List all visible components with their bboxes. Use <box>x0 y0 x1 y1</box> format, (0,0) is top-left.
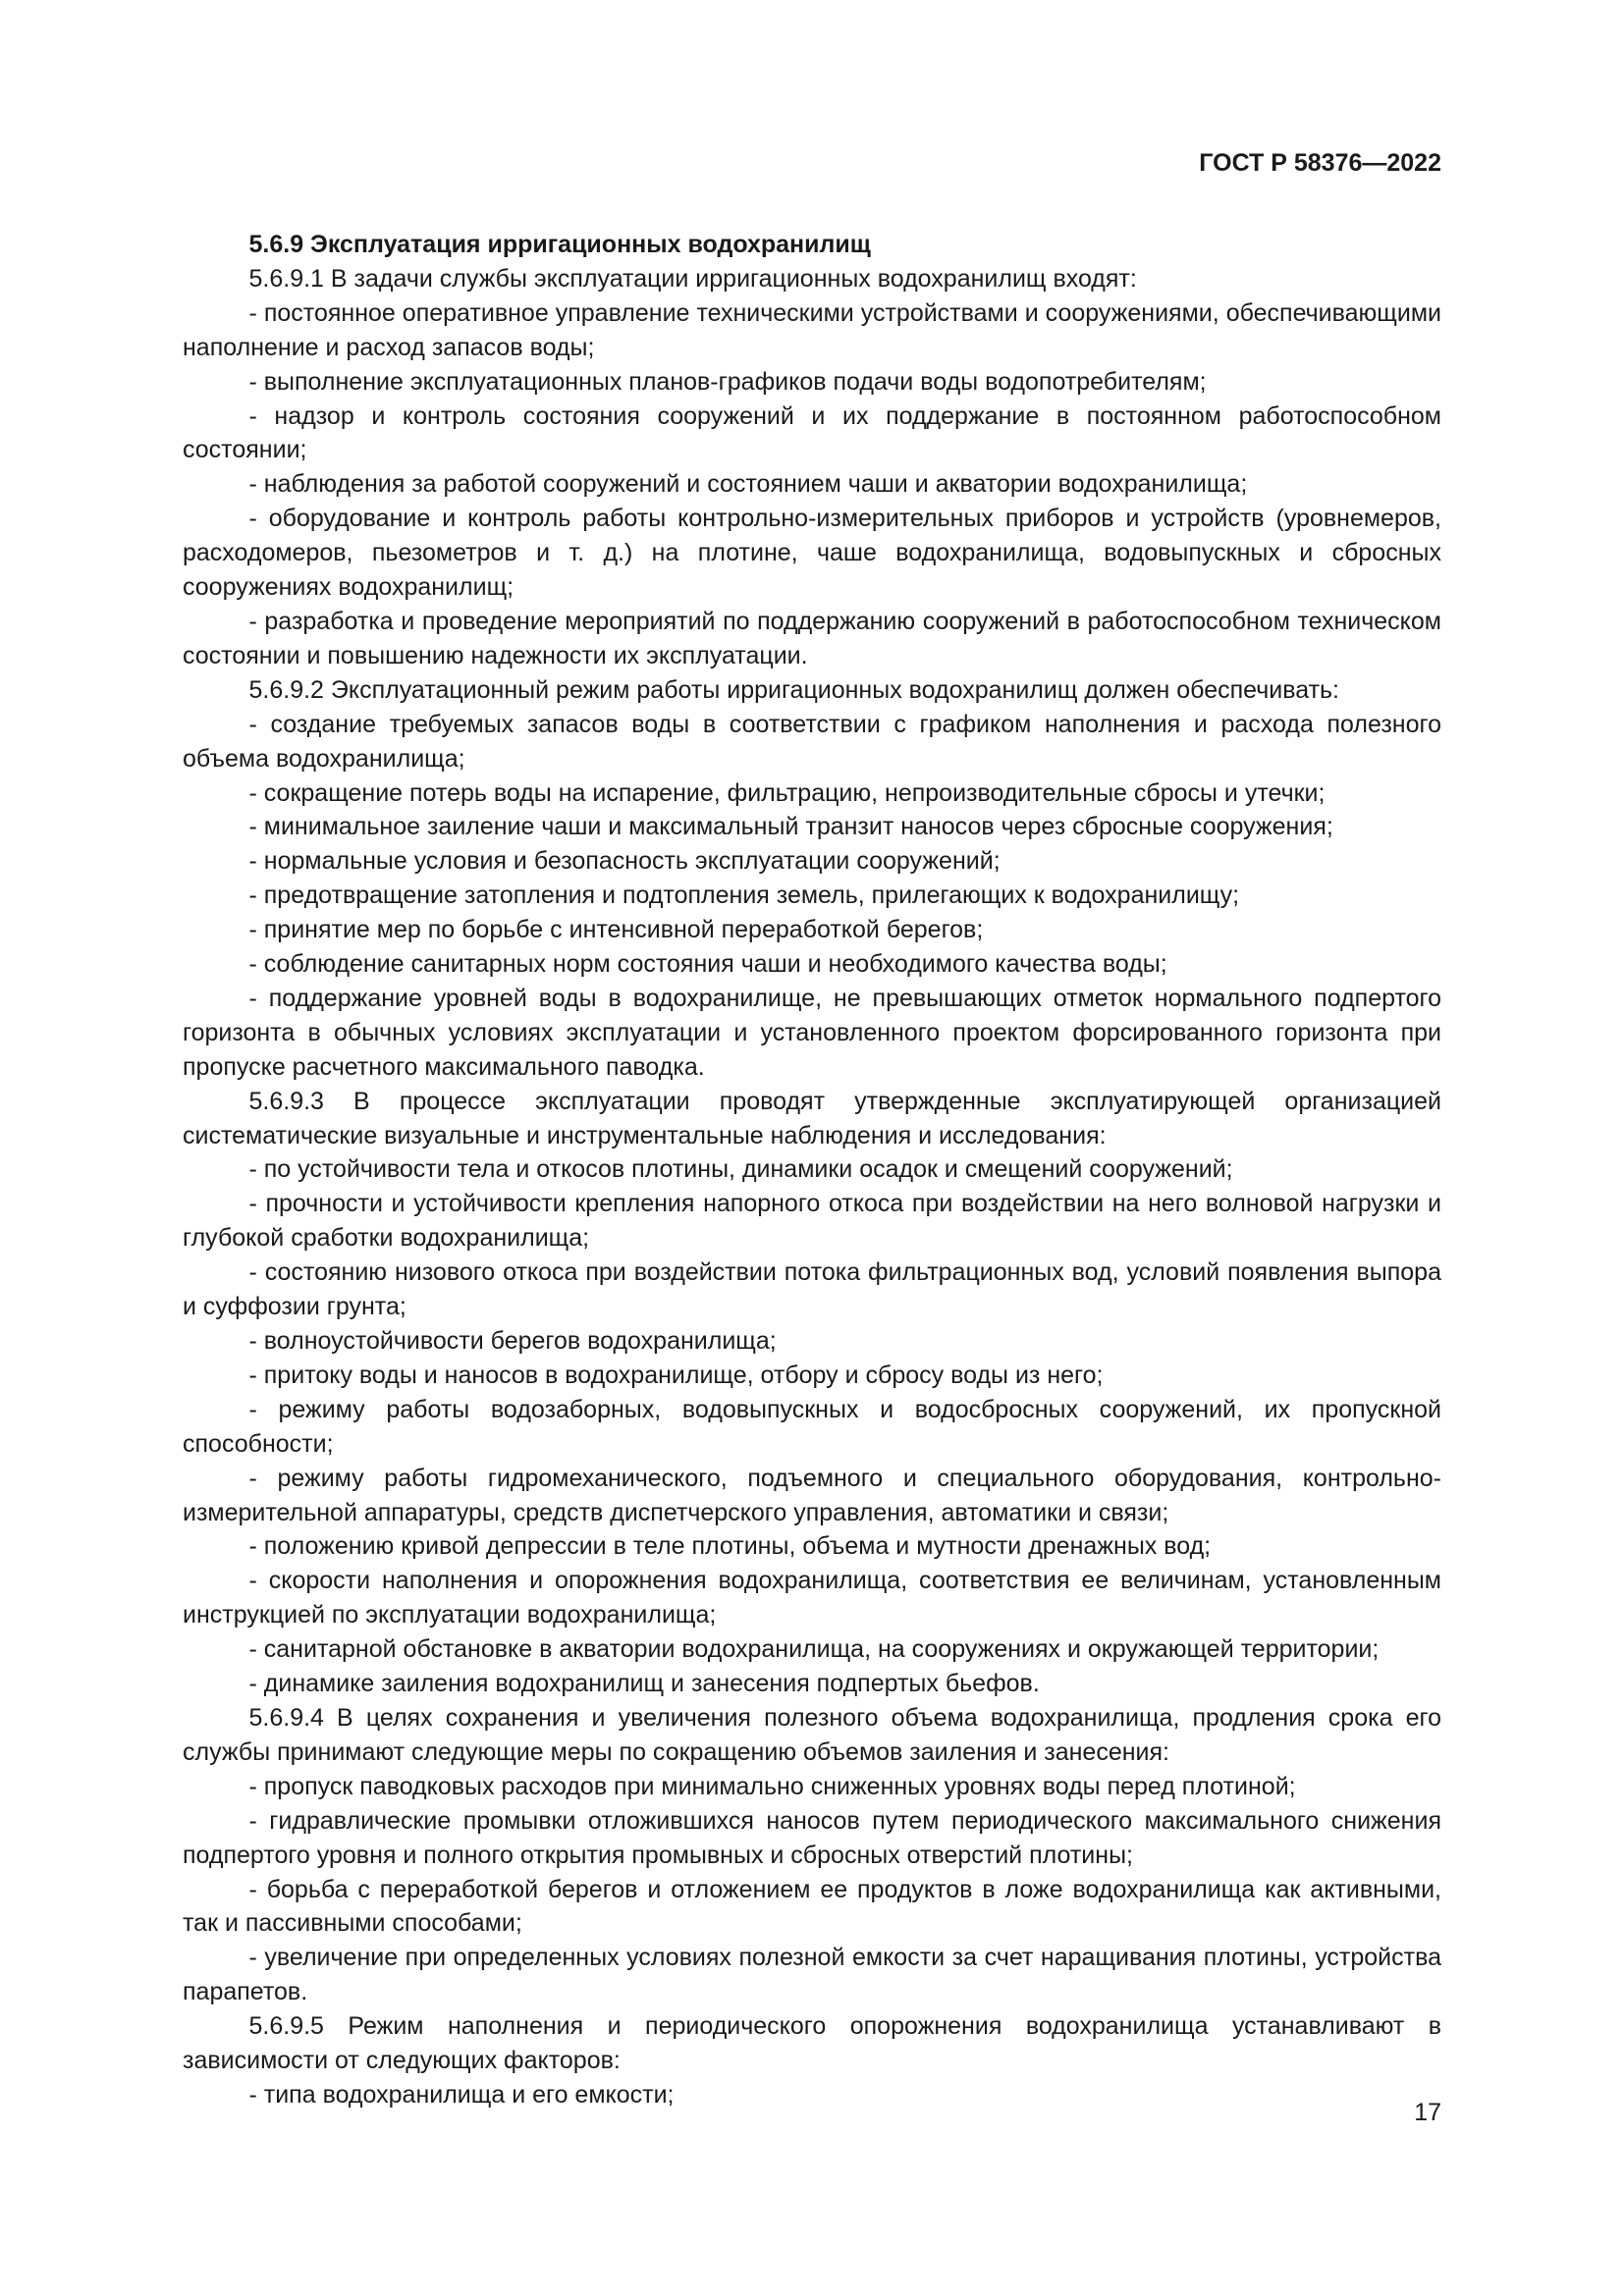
list-item: - выполнение эксплуатационных планов-графиков подачи воды водопотребителям; <box>248 367 1207 396</box>
list-item: - минимальное заиление чаши и максимальный транзит наносов через сбросные сооружения; <box>248 813 1333 841</box>
list-item: - санитарной обстановке в акватории водохранилища, на сооружениях и окружающей территории; <box>248 1635 1380 1664</box>
clause-paragraph: 5.6.9.2 Эксплуатационный режим работы ирригационных водохранилищ должен обеспечивать: <box>248 675 1339 704</box>
list-item: - соблюдение санитарных норм состояния чаши и необходимого качества воды; <box>248 950 1167 979</box>
document-code-header: ГОСТ Р 58376—2022 <box>1199 149 1441 177</box>
list-item: - поддержание уровней воды в водохранилище, не превышающих отметок нормального подпертого горизонта в обычных условиях эксплуатации и установленного проектом форсированного горизонта при пропуске расчетного максимального паводка. <box>183 984 1441 1081</box>
list-item: - волноустойчивости берегов водохранилища; <box>248 1327 777 1355</box>
section-heading: 5.6.9 Эксплуатация ирригационных водохранилищ <box>248 231 871 258</box>
list-item: - борьба с переработкой берегов и отложением ее продуктов в ложе водохранилища как активными, так и пассивными способами; <box>183 1875 1441 1938</box>
list-item: - по устойчивости тела и откосов плотины, динамики осадок и смещений сооружений; <box>248 1155 1233 1184</box>
list-item: - увеличение при определенных условиях полезной емкости за счет наращивания плотины, устройства парапетов. <box>183 1944 1441 2006</box>
list-item: - режиму работы гидромеханического, подъемного и специального оборудования, контрольно-измерительной аппаратуры, средств диспетчерского управления, автоматики и связи; <box>183 1464 1441 1526</box>
list-item: - принятие мер по борьбе с интенсивной переработкой берегов; <box>248 916 984 944</box>
clause-paragraph: 5.6.9.5 Режим наполнения и периодического опорожнения водохранилища устанавливают в зависимости от следующих факторов: <box>183 2012 1441 2075</box>
list-item: - режиму работы водозаборных, водовыпускных и водосбросных сооружений, их пропускной способности; <box>183 1395 1441 1458</box>
clause-paragraph: 5.6.9.3 В процессе эксплуатации проводят утвержденные эксплуатирующей организацией систематические визуальные и инструментальные наблюдения и исследования: <box>183 1087 1441 1149</box>
page-number: 17 <box>1414 2099 1441 2126</box>
clause-paragraph: 5.6.9.4 В целях сохранения и увеличения полезного объема водохранилища, продления срока его службы принимают следующие меры по сокращению объемов заиления и занесения: <box>183 1703 1441 1766</box>
list-item: - прочности и устойчивости крепления напорного откоса при воздействии на него волновой нагрузки и глубокой сработки водохранилища; <box>183 1190 1441 1253</box>
list-item: - скорости наполнения и опорожнения водохранилища, соответствия ее величинам, установленным инструкцией по эксплуатации водохранилища; <box>183 1567 1441 1629</box>
list-item: - положению кривой депрессии в теле плотины, объема и мутности дренажных вод; <box>248 1532 1212 1561</box>
list-item: - гидравлические промывки отложившихся наносов путем периодического максимального снижения подпертого уровня и полного открытия промывных и сбросных отверстий плотины; <box>183 1806 1441 1869</box>
list-item: - динамике заиления водохранилищ и занесения подпертых бьефов. <box>248 1670 1040 1698</box>
list-item: - притоку воды и наносов в водохранилище, отбору и сбросу воды из него; <box>248 1361 1104 1389</box>
list-item: - типа водохранилища и его емкости; <box>248 2080 675 2109</box>
list-item: - создание требуемых запасов воды в соответствии с графиком наполнения и расхода полезного объема водохранилища; <box>183 710 1441 773</box>
list-item: - пропуск паводковых расходов при минимально сниженных уровнях воды перед плотиной; <box>248 1772 1296 1800</box>
list-item: - нормальные условия и безопасность эксплуатации сооружений; <box>248 847 1001 876</box>
list-item: - надзор и контроль состояния сооружений и их поддержание в постоянном работоспособном состоянии; <box>183 401 1441 464</box>
list-item: - наблюдения за работой сооружений и состоянием чаши и акватории водохранилища; <box>248 470 1248 499</box>
list-item: - состоянию низового откоса при воздействии потока фильтрационных вод, условий появления выпора и суффозии грунта; <box>183 1258 1441 1321</box>
list-item: - постоянное оперативное управление техническими устройствами и сооружениями, обеспечивающими наполнение и расход запасов воды; <box>183 298 1441 361</box>
list-item: - разработка и проведение мероприятий по поддержанию сооружений в работоспособном техническом состоянии и повышению надежности их эксплуатации. <box>183 607 1441 669</box>
document-body <box>183 228 1441 2112</box>
list-item: - предотвращение затопления и подтопления земель, прилегающих к водохранилищу; <box>248 881 1240 910</box>
list-item: - оборудование и контроль работы контрольно-измерительных приборов и устройств (уровнемеров, расходомеров, пьезометров и т. д.) на плотине, чаше водохранилища, водовыпускных и сбросных сооружениях водохранилищ; <box>183 505 1441 602</box>
clause-paragraph: 5.6.9.1 В задачи службы эксплуатации ирригационных водохранилищ входят: <box>248 264 1137 293</box>
list-item: - сокращение потерь воды на испарение, фильтрацию, непроизводительные сбросы и утечки; <box>248 778 1326 807</box>
